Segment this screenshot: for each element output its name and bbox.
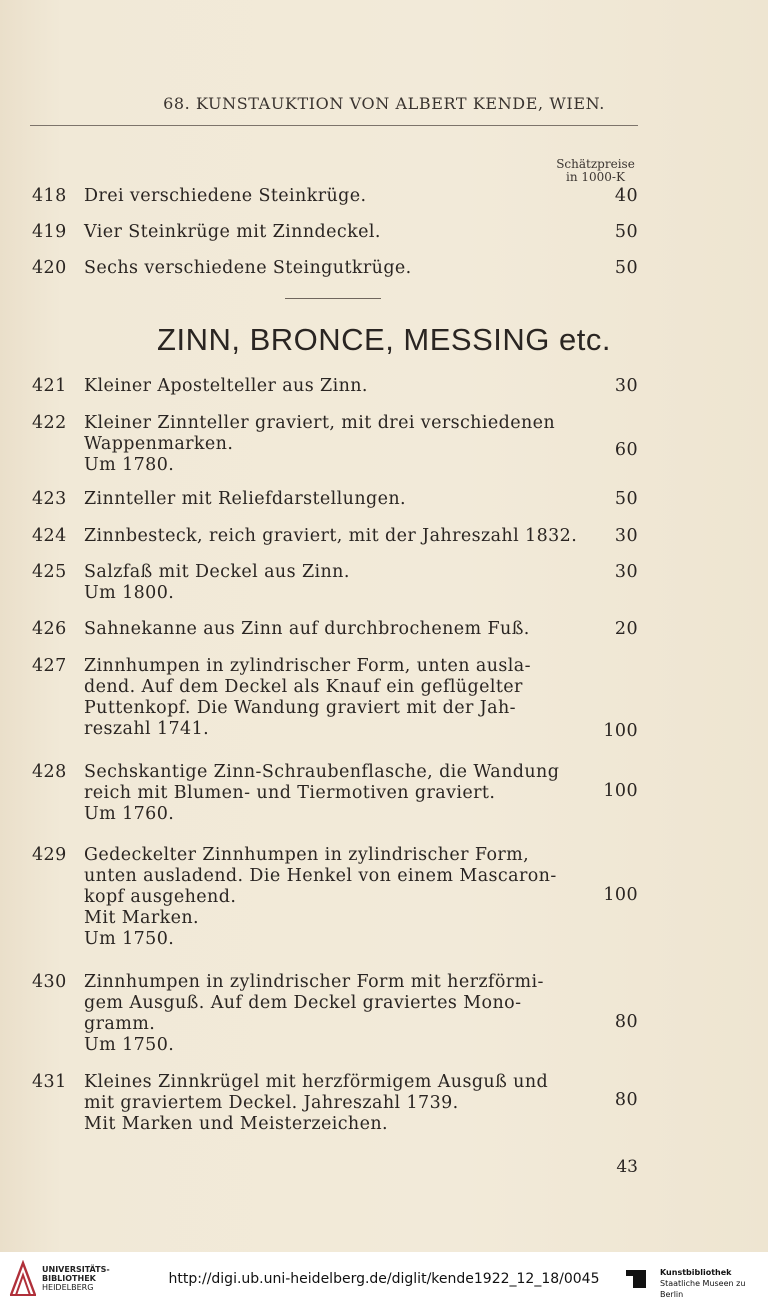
lot-text: gramm.	[84, 1014, 156, 1034]
lot-price: 60	[614, 440, 638, 460]
lot-text: Gedeckelter Zinnhumpen in zylindrischer Form,	[84, 845, 530, 865]
lot-text: Zinnteller mit Reliefdarstellungen.	[84, 489, 407, 509]
section-divider	[285, 298, 381, 299]
ub-line: UNIVERSITÄTS-	[42, 1265, 110, 1274]
running-head: 68. KUNSTAUKTION VON ALBERT KENDE, WIEN.	[163, 94, 605, 113]
lot-text: Sechs verschiedene Steingutkrüge.	[84, 258, 412, 278]
lot-text: unten ausladend. Die Henkel von einem Mascaron-	[84, 866, 557, 886]
lot-text: Sechskantige Zinn-Schraubenflasche, die Wandung	[84, 762, 560, 782]
lot-text: Salzfaß mit Deckel aus Zinn.	[84, 562, 350, 582]
lot-text: Kleines Zinnkrügel mit herzförmigem Ausguß und	[84, 1072, 549, 1092]
lot-text: Mit Marken und Meisterzeichen.	[84, 1114, 388, 1134]
lot-date: Um 1750.	[84, 1035, 175, 1055]
lot-text: mit graviertem Deckel. Jahreszahl 1739.	[84, 1093, 459, 1113]
lot-number: 423	[32, 489, 67, 509]
lot-text: dend. Auf dem Deckel als Knauf ein geflügelter	[84, 677, 523, 697]
lot-date: Um 1780.	[84, 455, 175, 475]
lot-number: 425	[32, 562, 67, 582]
lot-number: 422	[32, 413, 67, 433]
lot-number: 419	[32, 222, 67, 242]
lot-text: Kleiner Zinnteller graviert, mit drei verschiedenen	[84, 413, 556, 433]
price-header-line-2: in 1000-K	[566, 170, 625, 184]
lot-price: 100	[603, 781, 638, 801]
lot-number: 424	[32, 526, 67, 546]
lot-number: 420	[32, 258, 67, 278]
page-number: 43	[616, 1157, 638, 1177]
lot-price: 50	[614, 258, 638, 278]
lot-price: 100	[603, 885, 638, 905]
price-column-header	[548, 158, 643, 184]
kb-title: Kunstbibliothek	[660, 1268, 732, 1277]
lot-price: 50	[614, 222, 638, 242]
lot-number: 426	[32, 619, 67, 639]
lot-text: Zinnbesteck, reich graviert, mit der Jahreszahl 1832.	[84, 526, 578, 546]
lot-price: 80	[614, 1012, 638, 1032]
lot-number: 431	[32, 1072, 67, 1092]
lot-number: 421	[32, 376, 67, 396]
lot-number: 430	[32, 972, 67, 992]
lot-number: 418	[32, 186, 67, 206]
section-title: ZINN, BRONCE, MESSING etc.	[157, 322, 611, 357]
kunstbibliothek-logo-icon	[624, 1266, 648, 1290]
ub-line: HEIDELBERG	[42, 1283, 94, 1292]
lot-text: Drei verschiedene Steinkrüge.	[84, 186, 367, 206]
lot-text: gem Ausguß. Auf dem Deckel graviertes Mono-	[84, 993, 522, 1013]
lot-text: Vier Steinkrüge mit Zinndeckel.	[84, 222, 381, 242]
source-url-link[interactable]: http://digi.ub.uni-heidelberg.de/diglit/kende1922_12_18/0045	[168, 1271, 600, 1287]
lot-text: kopf ausgehend.	[84, 887, 237, 907]
price-header-line-1: Schätzpreise	[556, 157, 635, 171]
lot-price: 80	[614, 1090, 638, 1110]
lot-text: Sahnekanne aus Zinn auf durchbrochenem Fuß.	[84, 619, 530, 639]
lot-price: 30	[614, 562, 638, 582]
lot-date: Um 1760.	[84, 804, 175, 824]
lot-price: 30	[614, 526, 638, 546]
lot-text: Puttenkopf. Die Wandung graviert mit der Jah-	[84, 698, 516, 718]
lot-date: Um 1750.	[84, 929, 175, 949]
kunstbibliothek-name	[660, 1267, 768, 1300]
lot-price: 20	[614, 619, 638, 639]
footer-bar	[0, 1252, 768, 1306]
lot-text: Wappenmarken.	[84, 434, 234, 454]
lot-number: 427	[32, 656, 67, 676]
lot-price: 40	[614, 186, 638, 206]
lot-price: 30	[614, 376, 638, 396]
header-rule	[30, 125, 638, 126]
kb-subtitle: Staatliche Museen zu Berlin	[660, 1279, 746, 1299]
lot-number: 429	[32, 845, 67, 865]
lot-price: 100	[603, 721, 638, 741]
lot-text: Zinnhumpen in zylindrischer Form mit herzförmi-	[84, 972, 544, 992]
lot-price: 50	[614, 489, 638, 509]
ub-line: BIBLIOTHEK	[42, 1274, 96, 1283]
lot-text: Zinnhumpen in zylindrischer Form, unten ausla-	[84, 656, 531, 676]
lot-marks: Mit Marken.	[84, 908, 200, 928]
lot-text: reich mit Blumen- und Tiermotiven graviert.	[84, 783, 496, 803]
lot-date: Um 1800.	[84, 583, 175, 603]
lot-text: reszahl 1741.	[84, 719, 210, 739]
lot-number: 428	[32, 762, 67, 782]
lot-text: Kleiner Apostelteller aus Zinn.	[84, 376, 368, 396]
